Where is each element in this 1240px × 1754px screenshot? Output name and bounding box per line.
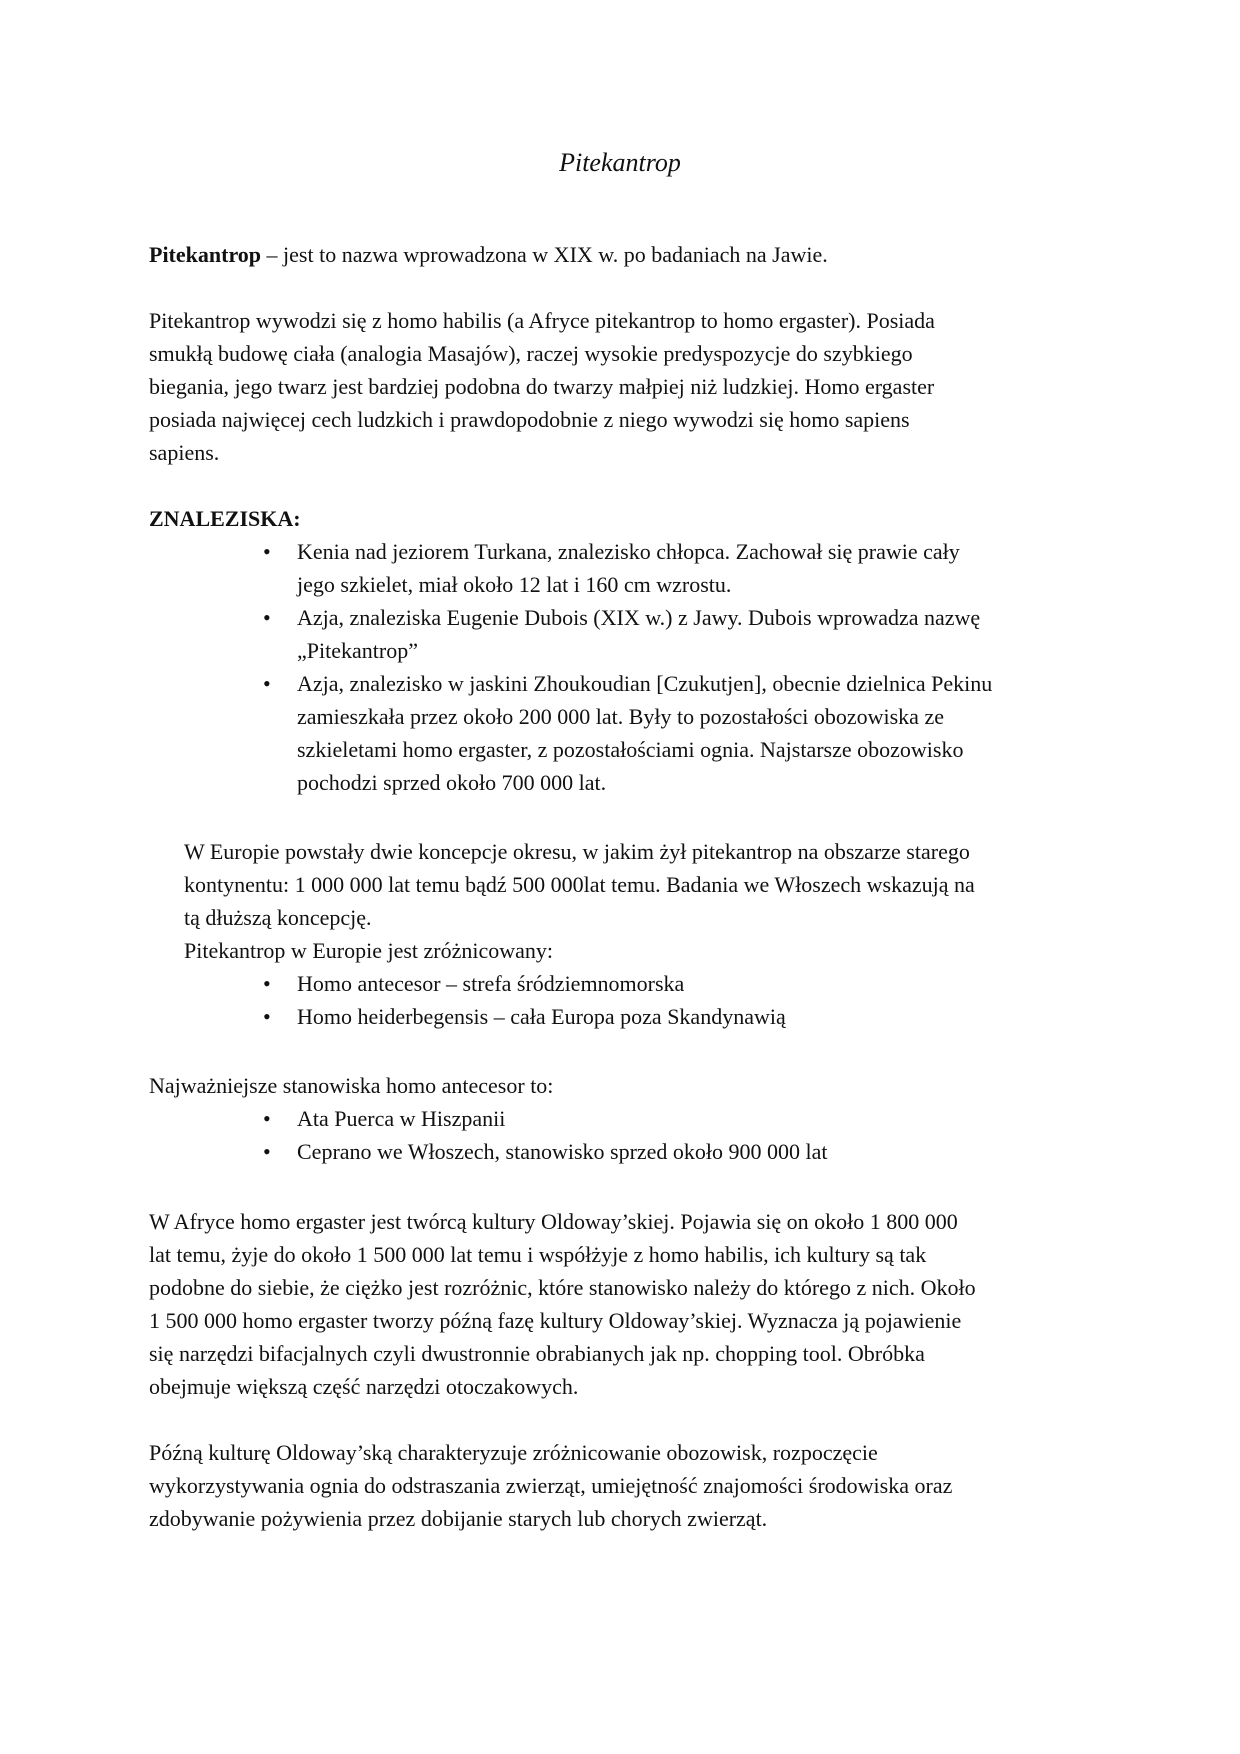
text-line: Azja, znaleziska Eugenie Dubois (XIX w.) z Jawy. Dubois wprowadza nazwę xyxy=(297,605,981,630)
text-line: podobne do siebie, że ciężko jest rozróżnic, które stanowisko należy do którego z nich. Około xyxy=(149,1275,976,1300)
text-line: „Pitekantrop” xyxy=(297,638,418,663)
text-line: Pitekantrop wywodzi się z homo habilis (a Afryce pitekantrop to homo ergaster). Posiada xyxy=(149,308,935,333)
europe-list xyxy=(149,967,786,1033)
text-line: kontynentu: 1 000 000 lat temu bądź 500 000lat temu. Badania we Włoszech wskazują na xyxy=(184,872,975,897)
text-line: posiada najwięcej cech ludzkich i prawdopodobnie z niego wywodzi się homo sapiens xyxy=(149,407,910,432)
text-line: Azja, znalezisko w jaskini Zhoukoudian [Czukutjen], obecnie dzielnica Pekinu xyxy=(297,671,993,696)
findings-section xyxy=(149,502,992,799)
text-line: się narzędzi bifacjalnych czyli dwustronnie obrabianych jak np. chopping tool. Obróbka xyxy=(149,1341,925,1366)
text-line: Homo antecesor – strefa śródziemnomorska xyxy=(297,971,685,996)
bullet-icon: • xyxy=(263,605,271,630)
text-line: lat temu, żyje do około 1 500 000 lat temu i współżyje z homo habilis, ich kultury są tak xyxy=(149,1242,927,1267)
europe-paragraph xyxy=(184,835,975,967)
bullet-icon: • xyxy=(263,971,271,996)
text-line: zamieszkała przez około 200 000 lat. Były to pozostałości obozowiska ze xyxy=(297,704,944,729)
list-item xyxy=(149,967,786,1000)
text-line: Ata Puerca w Hiszpanii xyxy=(297,1106,506,1131)
list-item xyxy=(149,1000,786,1033)
text-line: Kenia nad jeziorem Turkana, znalezisko chłopca. Zachował się prawie cały xyxy=(297,539,960,564)
text-line: W Afryce homo ergaster jest twórcą kultury Oldoway’skiej. Pojawia się on około 1 800 000 xyxy=(149,1209,958,1234)
text-line: tą dłuższą koncepcję. xyxy=(184,905,372,930)
text-line: pochodzi sprzed około 700 000 lat. xyxy=(297,770,607,795)
list-item xyxy=(149,535,992,601)
bullet-icon: • xyxy=(263,1004,271,1029)
bullet-icon: • xyxy=(263,1106,271,1131)
list-item xyxy=(149,601,992,667)
list-item xyxy=(149,667,992,799)
bullet-icon: • xyxy=(263,539,271,564)
list-item xyxy=(149,1102,828,1135)
document-title: Pitekantrop xyxy=(559,148,681,177)
text-line: obejmuje większą część narzędzi otoczakowych. xyxy=(149,1374,579,1399)
text-line: 1 500 000 homo ergaster tworzy późną fazę kultury Oldoway’skiej. Wyznacza ją pojawienie xyxy=(149,1308,962,1333)
text-line: Pitekantrop w Europie jest zróżnicowany: xyxy=(184,938,554,963)
text-line: jego szkielet, miał około 12 lat i 160 cm wzrostu. xyxy=(297,572,732,597)
text-line: zdobywanie pożywienia przez dobijanie starych lub chorych zwierząt. xyxy=(149,1506,768,1531)
bullet-icon: • xyxy=(263,1139,271,1164)
text-line: sapiens. xyxy=(149,440,220,465)
list-item xyxy=(149,1135,828,1168)
bullet-icon: • xyxy=(263,671,271,696)
text-line: biegania, jego twarz jest bardziej podobna do twarzy małpiej niż ludzkiej. Homo ergaster xyxy=(149,374,935,399)
text-line: wykorzystywania ognia do odstraszania zwierząt, umiejętność znajomości środowiska oraz xyxy=(149,1473,953,1498)
sites-intro: Najważniejsze stanowiska homo antecesor to: xyxy=(149,1073,554,1098)
description-paragraph xyxy=(149,304,935,469)
findings-heading: ZNALEZISKA: xyxy=(149,506,301,531)
text-line: szkieletami homo ergaster, z pozostałościami ognia. Najstarsze obozowisko xyxy=(297,737,964,762)
late-culture-paragraph xyxy=(149,1436,952,1535)
africa-paragraph xyxy=(149,1205,976,1403)
text-line: Późną kulturę Oldoway’ską charakteryzuje zróżnicowanie obozowisk, rozpoczęcie xyxy=(149,1440,878,1465)
intro-paragraph xyxy=(149,238,828,271)
text-line: Ceprano we Włoszech, stanowisko sprzed około 900 000 lat xyxy=(297,1139,828,1164)
text-line: Homo heiderbegensis – cała Europa poza Skandynawią xyxy=(297,1004,786,1029)
sites-section xyxy=(149,1069,828,1168)
text-line: smukłą budowę ciała (analogia Masajów), raczej wysokie predyspozycje do szybkiego xyxy=(149,341,913,366)
intro-term: Pitekantrop xyxy=(149,242,262,267)
intro-text: – jest to nazwa wprowadzona w XIX w. po badaniach na Jawie. xyxy=(261,242,828,267)
text-line: W Europie powstały dwie koncepcje okresu, w jakim żył pitekantrop na obszarze starego xyxy=(184,839,970,864)
